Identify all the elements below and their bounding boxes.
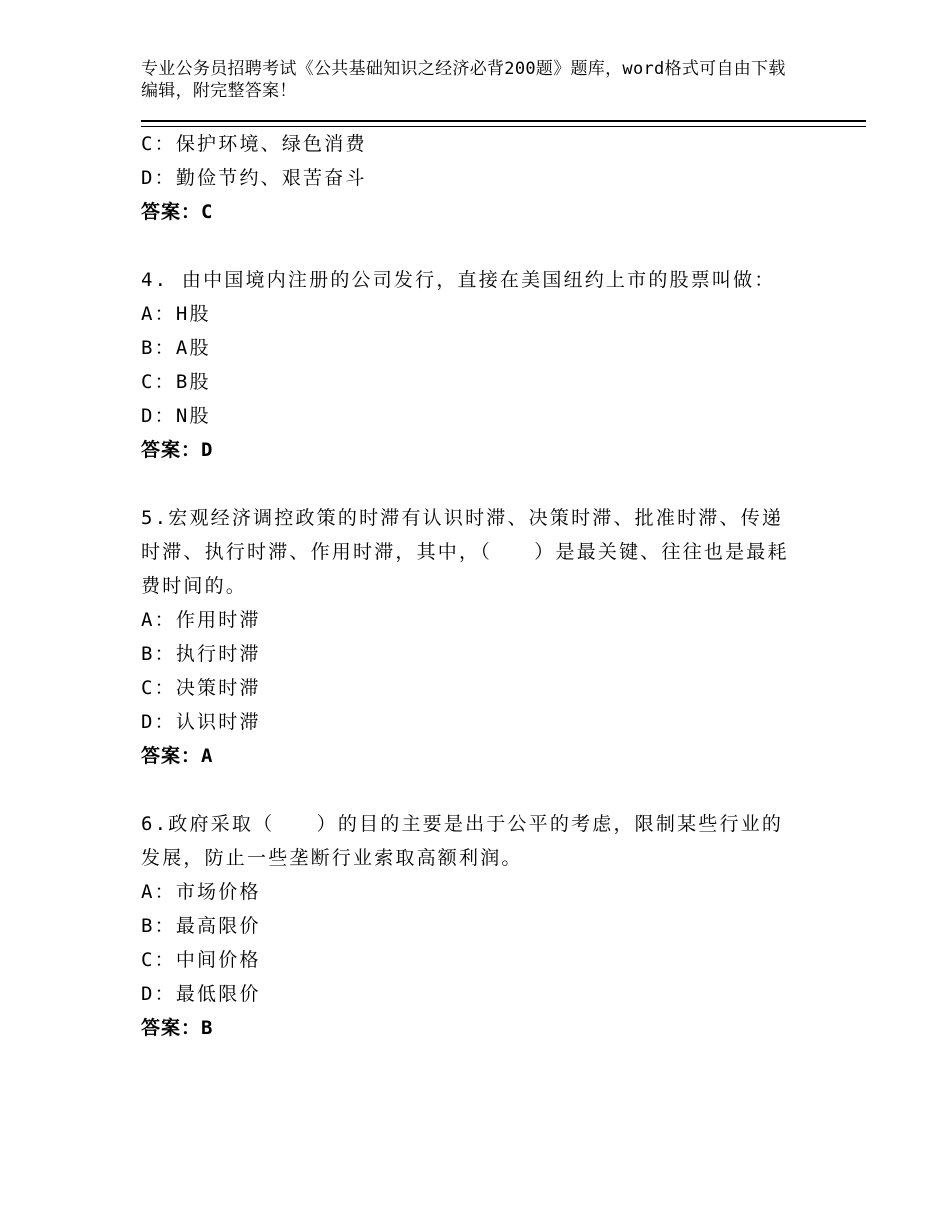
- spacer: [141, 773, 801, 807]
- option-b: B：A股: [141, 337, 211, 359]
- option-d: D：勤俭节约、艰苦奋斗: [141, 167, 367, 189]
- question-6: [141, 807, 801, 1045]
- option-c: C：决策时滞: [141, 677, 261, 699]
- question-5: [141, 501, 801, 773]
- option-b: B：执行时滞: [141, 643, 261, 665]
- option-a: A：H股: [141, 303, 211, 325]
- question-3-tail: [141, 127, 801, 229]
- option-c: C：B股: [141, 371, 211, 393]
- answer-label: 答案：B: [141, 1017, 214, 1039]
- option-d: D：N股: [141, 405, 211, 427]
- option-d: D：最低限价: [141, 983, 261, 1005]
- question-text: 6.政府采取（ ）的目的主要是出于公平的考虑，限制某些行业的发展，防止一些垄断行业索取高额利润。: [141, 813, 784, 869]
- option-c: C：保护环境、绿色消费: [141, 133, 367, 155]
- spacer: [141, 229, 801, 263]
- page-header: 专业公务员招聘考试《公共基础知识之经济必背200题》题库，word格式可自由下载编辑，附完整答案！: [141, 59, 786, 101]
- question-text: 4. 由中国境内注册的公司发行，直接在美国纽约上市的股票叫做：: [141, 269, 776, 291]
- option-d: D：认识时滞: [141, 711, 261, 733]
- header-divider: [141, 120, 866, 127]
- spacer: [141, 467, 801, 501]
- answer-label: 答案：C: [141, 201, 214, 223]
- question-4: [141, 263, 801, 467]
- option-b: B：最高限价: [141, 915, 261, 937]
- answer-label: 答案：A: [141, 745, 214, 767]
- option-c: C：中间价格: [141, 949, 261, 971]
- question-text: 5.宏观经济调控政策的时滞有认识时滞、决策时滞、批准时滞、传递时滞、执行时滞、作用时滞，其中，（ ）是最关键、往往也是最耗费时间的。: [141, 507, 789, 597]
- option-a: A：作用时滞: [141, 609, 261, 631]
- question-list: [141, 127, 801, 1045]
- answer-label: 答案：D: [141, 439, 214, 461]
- option-a: A：市场价格: [141, 881, 261, 903]
